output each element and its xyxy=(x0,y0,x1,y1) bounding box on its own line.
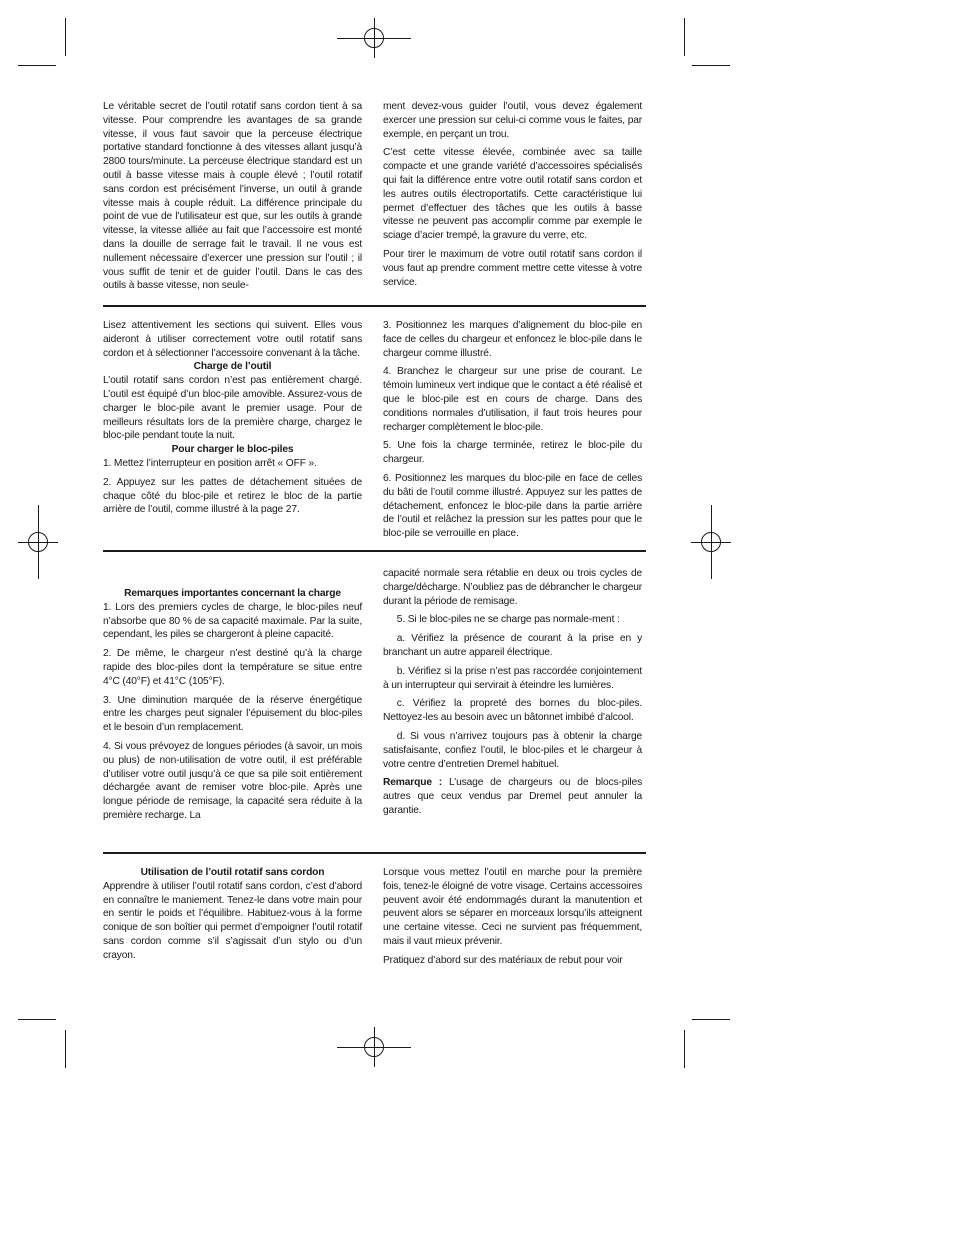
paragraph: C’est cette vitesse élevée, combinée avec sa taille compacte et une grande variété d’accessoires spécialisés qui fait la différence entre votre outil rotatif sans cordon et les autres outils électroportatifs. Cette caractéristique lui permet d’effectuer des tâches que les outils à basse vitesse ne peuvent pas accomplir comme par exemple le sciage d’acier trempé, la gravure du verre, etc. xyxy=(383,147,643,242)
list-item: 4. Si vous prévoyez de longues périodes (à savoir, un mois ou plus) de non-utilisation de votre outil, il est préférable d’utiliser votre outil jusqu’à ce que sa pile soit entièrement déchargée avant de remiser votre bloc-pile. Après une longue période de remisage, la capacité sera réduite à la première recharge. La xyxy=(103,740,363,821)
list-item: b. Vérifiez si la prise n’est pas raccordée conjointement à un interrupteur qui servirait à éteindre les lumières. xyxy=(383,665,643,691)
list-item: 4. Branchez le chargeur sur une prise de courant. Le témoin lumineux vert indique que le contact a été réalisé et que le bloc-pile est en cours de charge. Dans des conditions normales d’utilisation, il faut trois heures pour recharger complètement le bloc-pile. xyxy=(383,366,643,433)
paragraph: Pratiquez d’abord sur des matériaux de rebut pour voir xyxy=(383,954,623,966)
note-label: Remarque : xyxy=(383,777,443,789)
crop-mark-top-right-vertical xyxy=(684,18,685,56)
list-item: 6. Positionnez les marques du bloc-pile en face de celles du bâti de l’outil comme illustré. Appuyez sur les pattes de détachement, enfoncez le bloc-pile dans la partie arrière de l’outil et relâchez la pression sur les pattes pour que le bloc-pile se verrouille en place. xyxy=(383,472,643,540)
section2-right-column xyxy=(383,319,642,541)
crop-mark-top-left-horizontal xyxy=(18,65,56,66)
heading-utilisation-outil: Utilisation de l’outil rotatif sans cordon xyxy=(140,867,325,878)
note-text: L’usage de chargeurs ou de blocs-piles autres que ceux vendus par Dremel peut annuler la garantie. xyxy=(383,777,643,816)
section4-left-column xyxy=(103,866,362,963)
crop-mark-bottom-right-horizontal xyxy=(692,1019,730,1020)
section2-left-column xyxy=(103,319,362,517)
crop-mark-top-right-horizontal xyxy=(692,65,730,66)
paragraph: capacité normale sera rétablie en deux ou trois cycles de charge/décharge. N’oubliez pas de débrancher le chargeur durant la période de remisage. xyxy=(383,568,643,607)
paragraph: Apprendre à utiliser l’outil rotatif sans cordon, c’est d’abord en connaître le maniement. Tenez-le dans votre main pour en sentir le poids et l’équilibre. Habituez-vous à la forme conique de son boîtier qui permet d’empoigner l’outil rotatif sans cordon comme s’il s’agissait d’un stylo ou d’un crayon. xyxy=(103,880,363,961)
paragraph: ment devez-vous guider l’outil, vous devez également exercer une pression sur celui-ci comme vous le faites, par exemple, en perçant un trou. xyxy=(383,101,643,140)
list-item: 2. De même, le chargeur n’est destiné qu’à la charge rapide des bloc-piles dont la température se situe entre 4°C (40°F) et 41°C (105°F). xyxy=(103,648,363,687)
list-item: 2. Appuyez sur les pattes de détachement situées de chaque côté du bloc-pile et retirez le bloc de la partie arrière de l’outil, comme illustré à la page 27. xyxy=(103,476,363,516)
crop-mark-bottom-left-vertical xyxy=(65,1030,66,1068)
section-divider xyxy=(103,550,646,552)
crop-mark-bottom-left-horizontal xyxy=(18,1019,56,1020)
heading-charge-outil: Charge de l’outil xyxy=(193,361,272,373)
section1-right-column xyxy=(383,100,642,289)
paragraph: Lorsque vous mettez l’outil en marche pour la première fois, tenez-le éloigné de votre visage. Certains accessoires peuvent avoir été endommagés durant la manutention et peuvent alors se séparer en morceaux lorsqu’ils atteignent une certaine vitesse. Ceci ne survient pas fréquemment, mais il vaut mieux prévenir. xyxy=(383,867,643,947)
note-paragraph xyxy=(383,776,642,817)
list-item: 3. Positionnez les marques d’alignement du bloc-pile en face de celles du chargeur et enfoncez le bloc-pile dans le chargeur comme illustré. xyxy=(383,320,643,359)
crop-mark-bottom-right-vertical xyxy=(684,1030,685,1068)
section3-right-column xyxy=(383,567,642,818)
section-divider xyxy=(103,305,646,307)
list-item: d. Si vous n’arrivez toujours pas à obtenir la charge satisfaisante, confiez l’outil, le bloc-piles et le chargeur à votre centre d’entretien Dremel habituel. xyxy=(383,730,643,770)
list-item: 1. Lors des premiers cycles de charge, le bloc-piles neuf n’absorbe que 80 % de sa capacité maximale. Par la suite, cependant, les piles se chargeront à pleine capacité. xyxy=(103,601,363,641)
paragraph: Lisez attentivement les sections qui suivent. Elles vous aideront à utiliser correctement votre outil rotatif sans cordon et à sélectionner l’accessoire convenant à la tâche. xyxy=(103,320,363,359)
list-item: 1. Mettez l’interrupteur en position arrêt « OFF ». xyxy=(103,457,317,469)
paragraph: Pour tirer le maximum de votre outil rotatif sans cordon il vous faut ap prendre comment mettre cette vitesse à votre service. xyxy=(383,248,643,288)
list-item: c. Vérifiez la propreté des bornes du bloc-piles. Nettoyez-les au besoin avec un bâtonnet imbibé d’alcool. xyxy=(383,698,643,724)
section1-left-column xyxy=(103,100,362,293)
heading-remarques-charge: Remarques importantes concernant la charge xyxy=(124,588,341,599)
list-item: 5. Une fois la charge terminée, retirez le bloc-pile du chargeur. xyxy=(383,440,643,466)
paragraph: L’outil rotatif sans cordon n’est pas entièrement chargé. L’outil est équipé d’un bloc-pile amovible. Assurez-vous de charger le bloc-pile avant le premier usage. Pour de meilleurs résultats lors de la première charge, chargez le bloc-pile pendant toute la nuit. xyxy=(103,375,363,442)
list-item: a. Vérifiez la présence de courant à la prise en y branchant un autre appareil électrique. xyxy=(383,633,643,658)
section4-right-column xyxy=(383,866,642,968)
crop-mark-top-left-vertical xyxy=(65,18,66,56)
list-item: 5. Si le bloc-piles ne se charge pas normale-ment : xyxy=(396,614,620,626)
section3-left-column xyxy=(103,587,362,823)
list-item: 3. Une diminution marquée de la réserve énergétique entre les charges peut signaler l’épuisement du bloc-piles et le besoin d’un remplacement. xyxy=(103,694,363,734)
heading-charger-bloc-piles: Pour charger le bloc-piles xyxy=(171,444,294,456)
paragraph: Le véritable secret de l’outil rotatif sans cordon tient à sa vitesse. Pour comprendre les avantages de sa grande vitesse, il vous faut savoir que la perceuse électrique portative standard fonctionne à des vitesses allant jusqu’à 2800 tours/minute. La perceuse électrique standard est un outil à basse vitesse mais à couple élevé ; l’outil rotatif sans cordon est précisément l’inverse, un outil à grande vitesse mais à couple réduit. La différence principale du point de vue de l’utilisateur est que, sur les outils à grande vitesse, la vitesse alliée au fait que l’accessoire est monté dans la douille de serrage fait le travail. Il ne vous est nullement nécessaire d’exercer une pression sur l’outil ; il vous suffit de tenir et de guider l’outil. Dans le cas des outils à basse vitesse, non seule- xyxy=(103,101,363,292)
section-divider xyxy=(103,852,646,854)
